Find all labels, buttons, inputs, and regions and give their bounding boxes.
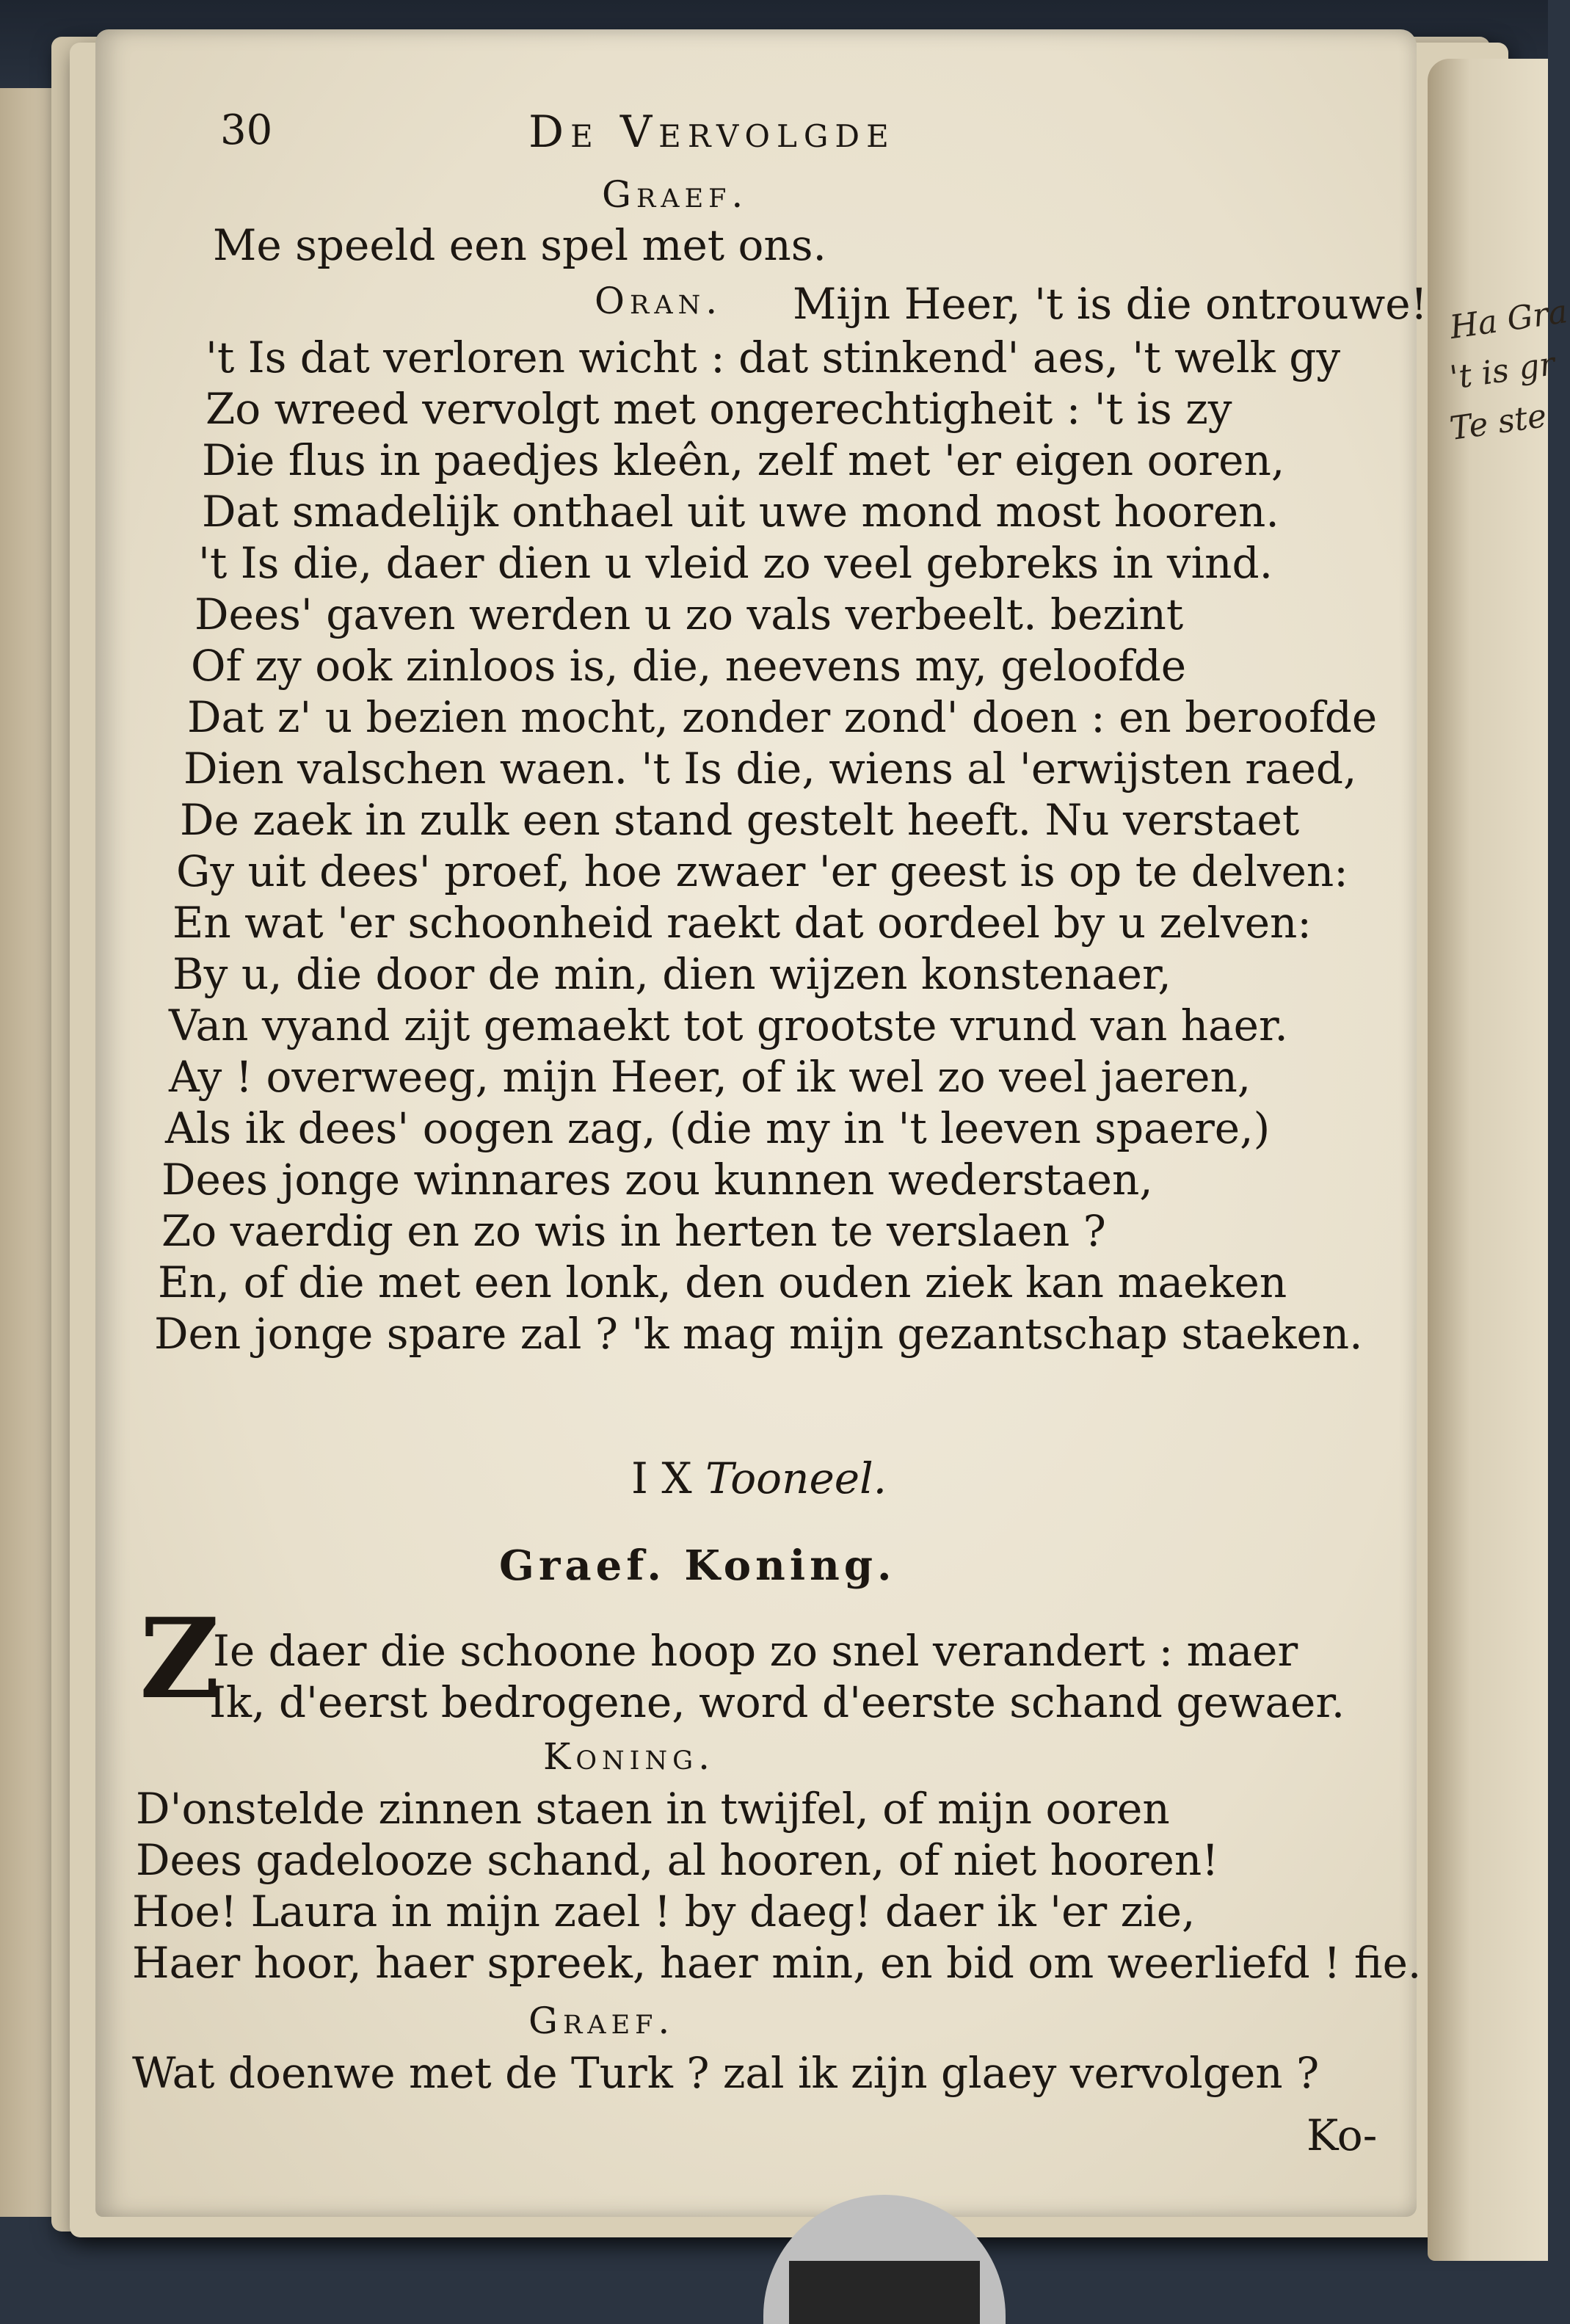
scene-label: Tooneel.	[705, 1453, 887, 1503]
facing-page-line: Te ste	[1447, 397, 1549, 448]
verse-line: Gy uit dees' proef, hoe zwaer 'er geest is op te delven:	[176, 846, 1348, 896]
speaker-label: Koning.	[543, 1735, 715, 1778]
verse-line: Of zy ook zinloos is, die, neevens my, geloofde	[191, 641, 1187, 691]
drop-cap: Z	[139, 1594, 220, 1724]
verse-line: Dien valschen waen. 't Is die, wiens al 'erwijsten raed,	[183, 744, 1357, 794]
catchword: Ko-	[1306, 2110, 1378, 2160]
verse-line: Mijn Heer, 't is die ontrouwe!	[793, 279, 1428, 329]
verse-line: Dat z' u bezien mocht, zonder zond' doen : en beroofde	[187, 692, 1378, 742]
verse-line: By u, die door de min, dien wijzen konstenaer,	[172, 949, 1171, 999]
verse-line: Den jonge spare zal ? 'k mag mijn gezantschap staeken.	[154, 1309, 1363, 1359]
verse-line: D'onstelde zinnen staen in twijfel, of mijn ooren	[136, 1784, 1170, 1834]
speaker-label: Graef.	[602, 173, 749, 216]
verse-line: Zo vaerdig en zo wis in herten te verslaen ?	[161, 1206, 1106, 1256]
facing-page	[1428, 59, 1570, 2261]
scanner-base	[789, 2261, 980, 2324]
verse-line: En, of die met een lonk, den ouden ziek kan maeken	[158, 1257, 1287, 1307]
verse-line: Ie daer die schoone hoop zo snel verandert : maer	[213, 1626, 1298, 1676]
verse-line: Me speeld een spel met ons.	[213, 220, 826, 270]
verse-line: Wat doenwe met de Turk ? zal ik zijn glaey vervolgen ?	[132, 2048, 1320, 2098]
page-number: 30	[220, 106, 273, 154]
scene-number: I X	[631, 1453, 692, 1503]
speaker-label: Oran.	[595, 280, 723, 322]
facing-page-line: 't is gr	[1447, 345, 1558, 397]
verse-line: Dees' gaven werden u zo vals verbeelt. bezint	[195, 589, 1184, 639]
scene-roles: Graef. Koning.	[499, 1542, 896, 1590]
verse-line: Hoe! Laura in mijn zael ! by daeg! daer ik 'er zie,	[132, 1887, 1196, 1936]
verse-line: 't Is die, daer dien u vleid zo veel gebreks in vind.	[198, 538, 1273, 588]
verse-line: Dat smadelijk onthael uit uwe mond most hooren.	[202, 487, 1279, 537]
verse-line: En wat 'er schoonheid raekt dat oordeel by u zelven:	[172, 898, 1312, 948]
verse-line: 't Is dat verloren wicht : dat stinkend' aes, 't welk gy	[206, 333, 1341, 382]
verse-line: Ay ! overweeg, mijn Heer, of ik wel zo veel jaeren,	[169, 1052, 1251, 1102]
facing-page-line: Ha Gra	[1447, 293, 1570, 346]
verse-line: Van vyand zijt gemaekt tot grootste vrund van haer.	[169, 1001, 1288, 1050]
verse-line: Als ik dees' oogen zag, (die my in 't leeven spaere,)	[165, 1103, 1271, 1153]
verse-line: Ik, d'eerst bedrogene, word d'eerste schand gewaer.	[209, 1677, 1345, 1727]
verse-line: Haer hoor, haer spreek, haer min, en bid om weerliefd ! fie.	[132, 1938, 1422, 1988]
speaker-label: Graef.	[528, 2000, 675, 2042]
running-title: De Vervolgde	[528, 106, 895, 158]
scene-heading	[631, 1453, 887, 1503]
verse-line: Dees gadelooze schand, al hooren, of niet hooren!	[136, 1835, 1219, 1885]
verse-line: Dees jonge winnares zou kunnen wederstaen,	[161, 1155, 1153, 1205]
verse-line: Zo wreed vervolgt met ongerechtigheit : 't is zy	[206, 384, 1232, 434]
verse-line: De zaek in zulk een stand gestelt heeft. Nu verstaet	[180, 795, 1300, 845]
verse-line: Die flus in paedjes kleên, zelf met 'er eigen ooren,	[202, 435, 1285, 485]
